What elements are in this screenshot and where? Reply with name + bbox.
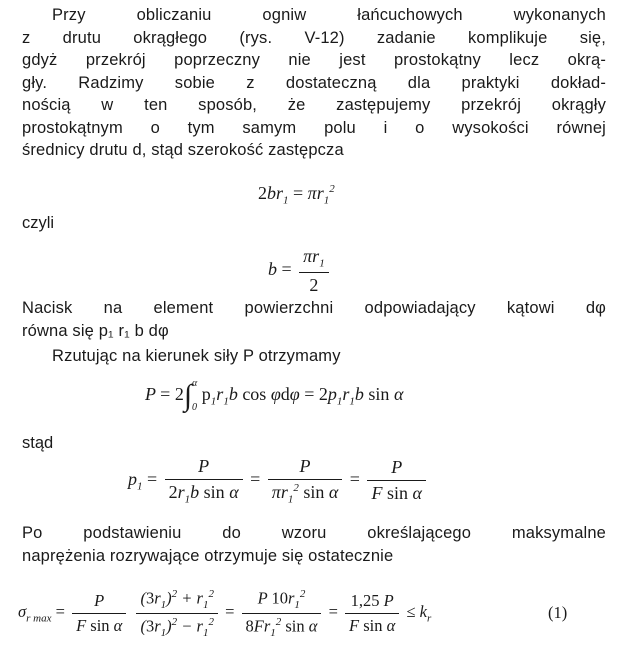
text-line: gdyż przekrój poprzeczny nie jest prostokątny lecz okrą- xyxy=(22,51,606,69)
paragraph-substitution xyxy=(22,522,606,567)
paragraph-pressure xyxy=(22,297,606,342)
equation-width: b = $\frac{\pi r_1}{2}$ xyxy=(268,246,332,296)
equation-area: $2br_1 = \pi r_1^2$ xyxy=(258,183,335,207)
text-line: naprężenia rozrywające otrzymuje się ostatecznie xyxy=(22,546,394,565)
label-stad: stąd xyxy=(22,434,54,452)
label-czyli: czyli xyxy=(22,214,55,232)
text-line: Po podstawieniu do wzoru określającego maksymalne xyxy=(22,524,606,542)
text-line: prostokątnym o tym samym polu i o wysokości równej xyxy=(22,118,606,137)
equation-p1: $p_1$ = $\frac{P}{2r_1b \sin \alpha}$ = $\frac{P}{\pi r_1^2 \sin \alpha}$ = $\frac{P}{\text{F sin α}}$ xyxy=(128,456,429,506)
text-line: Rzutując na kierunek siły P otrzymamy xyxy=(52,347,341,365)
equation-integral: P = 2∫α 0 $p_1r_1b$ $\cos \varphi d\varphi = 2p_1r_1b$ sin α xyxy=(145,378,404,413)
text-line: Przy obliczaniu ogniw łańcuchowych wykonanych xyxy=(52,6,606,24)
text-line: Nacisk na element powierzchni odpowiadający kątowi dφ xyxy=(22,299,606,317)
equation-number: (1) xyxy=(548,603,568,622)
text-line: średnicy drutu d, stąd szerokość zastępcza xyxy=(22,141,344,159)
text-line: z drutu okrągłego (rys. V-12) zadanie komplikuje się, xyxy=(22,28,606,47)
equation-sigma-max: $\sigma_{r max}$ = $\frac{P}{\text{F sin α}}$ $\frac{(3r_1)^2 + r_1^2}{(3r_1)^2 - r_1^2}$ = $\frac{P 10r_1^2}{8Fr_1^2 \sin \alpha}$ = $\frac{1,25 P}{\text{F sin α}}$ ≤ $k_r$ xyxy=(18,588,432,639)
text-line: gły. Radzimy sobie z dostateczną dla praktyki dokład- xyxy=(22,73,606,92)
paragraph-intro xyxy=(22,4,606,162)
paragraph-projection xyxy=(22,345,606,368)
text-line: równa się p₁ r₁ b dφ xyxy=(22,321,169,340)
text-line: nością w ten sposób, że zastępujemy przekrój okrągły xyxy=(22,96,606,114)
